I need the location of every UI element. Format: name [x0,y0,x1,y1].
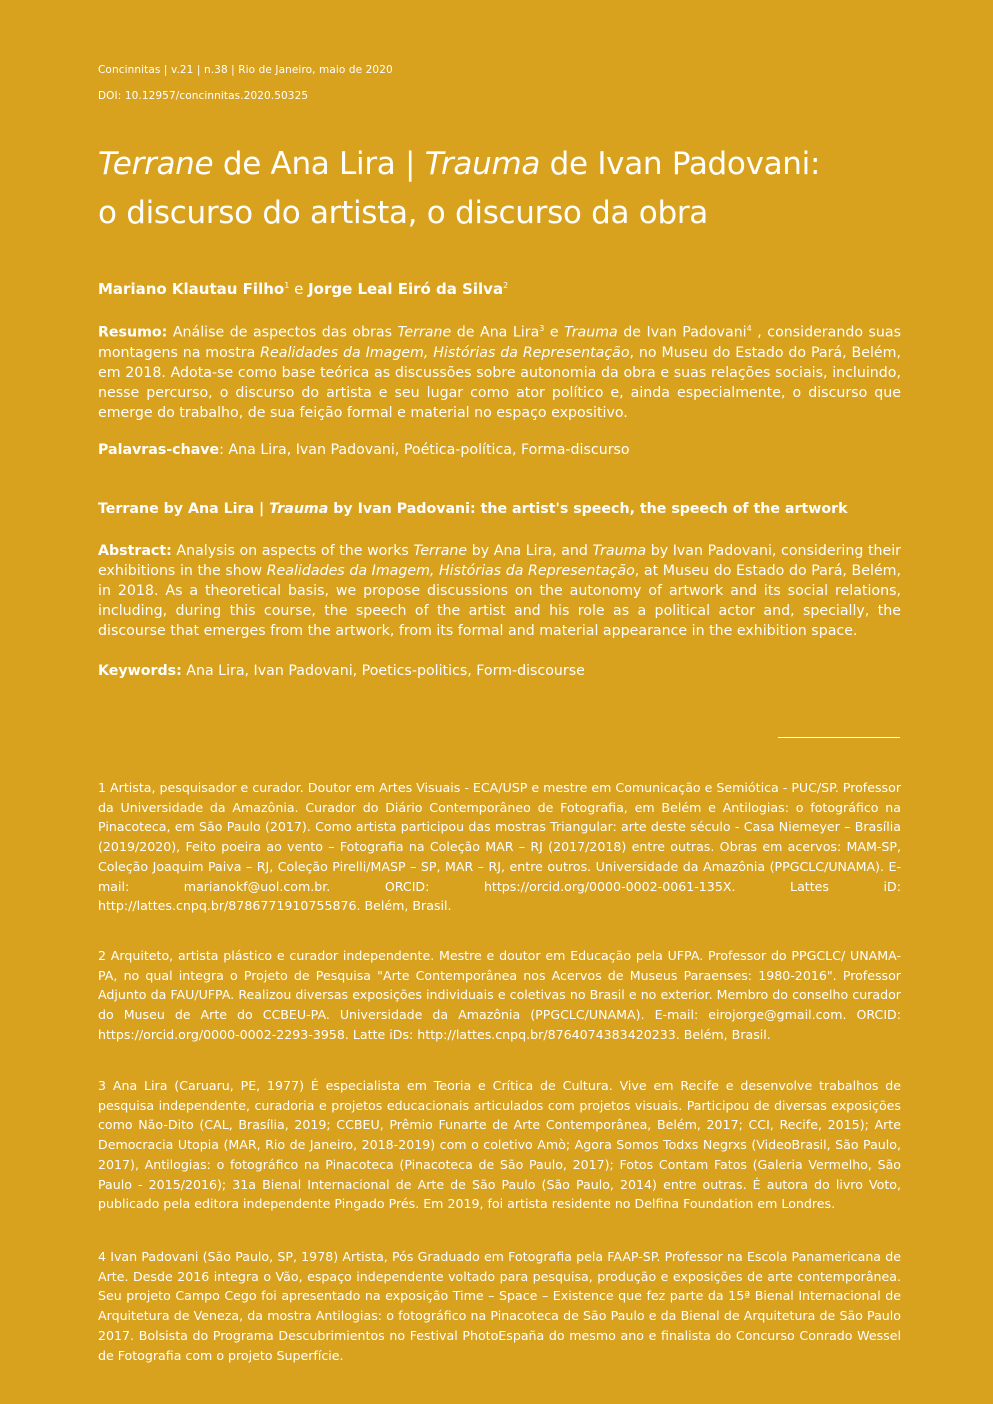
authors [98,280,508,298]
abstract-paragraph [98,541,901,641]
palavras-chave [98,440,901,460]
author-1: Mariano Klautau Filho [98,280,285,298]
author-2-ref[interactable]: 2 [503,281,509,290]
author-1-ref[interactable]: 1 [284,281,290,290]
title-italic-trauma: Trauma [424,146,541,182]
resumo-text: , no Museu do Estado do Pará, Belém, em 2018. Adota-se como base teórica as discussões sobre autonomia da obra e suas relações sociais, incluindo, nesse percurso, o discurso do artista e seu lugar como ator político e, ainda especialmente, o discurso que emerge do trabalho, de sua feição formal e material no espaço expositivo. [98,344,901,421]
title-segment-2: de Ana Lira | [213,146,425,182]
english-title-part: Terrane by Ana Lira | [98,501,270,517]
palavras-text: : Ana Lira, Ivan Padovani, Poética-política, Forma-discurso [219,442,630,458]
author-2: Jorge Leal Eiró da Silva [308,280,504,298]
article-title [98,140,918,238]
resumo-italic: Terrane [397,324,452,341]
english-title [98,501,848,517]
resumo-label: Resumo: [98,324,168,341]
footnote-ref-3[interactable]: 3 [539,324,545,333]
abstract-text: by Ana Lira, and [467,543,593,559]
doi-line: DOI: 10.12957/concinnitas.2020.50325 [98,90,309,102]
abstract-italic: Trauma [592,543,647,559]
footnote-2: 2 Arquiteto, artista plástico e curador independente. Mestre e doutor em Educação pela UFPA. Professor do PPGCLC/ UNAMA-PA, no qual integra o Projeto de Pesquisa "Arte Contemporânea nos Acervos de Museus Paraenses: 1980-2016". Professor Adjunto da FAU/UFPA. Realizou diversas exposições individuais e coletivas no Brasil e no exterior. Membro do conselho curador do Museu de Arte do CCBEU-PA. Universidade da Amazônia (PPGCLC/UNAMA). E-mail: eirojorge@gmail.com. ORCID: https://orcid.org/0000-0002-2293-3958. Latte iDs: http://lattes.cnpq.br/8764074383420233. Belém, Brasil. [98,948,901,1042]
title-segment-4: de Ivan Padovani: [540,146,821,182]
abstract-text: by Ivan Padovani, considering their exhibitions in the show [98,543,901,579]
resumo-italic: Trauma [564,324,618,341]
footnote-ref-4[interactable]: 4 [746,324,752,333]
resumo-text: Análise de aspectos das obras [167,324,398,341]
title-line-2: o discurso do artista, o discurso da obra [98,195,708,231]
abstract-label: Abstract: [98,543,172,559]
english-title-italic: Trauma [269,501,329,517]
resumo-italic: Realidades da Imagem, Histórias da Representação [260,344,630,361]
palavras-label: Palavras-chave [98,442,220,458]
resumo-text: e [544,324,565,341]
abstract-text: Analysis on aspects of the works [171,543,414,559]
footnote-1: 1 Artista, pesquisador e curador. Doutor em Artes Visuais - ECA/USP e mestre em Comunicação e Semiótica - PUC/SP. Professor da Universidade da Amazônia. Curador do Diário Contemporâneo de Fotografia, em Belém e Antilogias: o fotográfico na Pinacoteca, em São Paulo (2017). Como artista participou das mostras Triangular: arte deste século - Casa Niemeyer – Brasília (2019/2020), Feito poeira ao vento – Fotografia na Coleção MAR – RJ (2017/2018) entre outras. Obras em acervos: MAM-SP, Coleção Joaquim Paiva – RJ, Coleção Pirelli/MASP – SP, MAR – RJ, entre outros. Universidade da Amazônia (PPGCLC/UNAMA). E-mail: marianokf@uol.com.br. ORCID: https://orcid.org/0000-0002-0061-135X. Lattes iD: http://lattes.cnpq.br/8786771910755876. Belém, Brasil. [98,780,901,914]
keywords-text: Ana Lira, Ivan Padovani, Poetics-politics, Form-discourse [181,663,585,679]
title-italic-terrane: Terrane [98,146,214,182]
english-title-part: by Ivan Padovani: the artist's speech, the speech of the artwork [328,501,848,517]
resumo-paragraph [98,319,901,423]
author-joiner: e [289,280,309,298]
keywords [98,661,901,681]
abstract-italic: Terrane [413,543,468,559]
resumo-text: de Ivan Padovani [617,324,747,341]
abstract-text: , at Museu do Estado do Pará, Belém, in 2018. As a theoretical basis, we propose discussions on the autonomy of artwork and its social relations, including, during this course, the speech of the artist and his role as a political actor and, specially, the discourse that emerges from the artwork, from its formal and material appearance in the exhibition space. [98,563,901,639]
resumo-text: , considerando suas montagens na mostra [98,324,901,361]
resumo-text: de Ana Lira [451,324,540,341]
footnote-divider [778,737,900,738]
keywords-label: Keywords: [98,663,182,679]
abstract-italic: Realidades da Imagem, Histórias da Representação [266,563,635,579]
journal-line: Concinnitas | v.21 | n.38 | Rio de Janeiro, maio de 2020 [98,64,393,76]
footnote-3: 3 Ana Lira (Caruaru, PE, 1977) É especialista em Teoria e Crítica de Cultura. Vive em Recife e desenvolve trabalhos de pesquisa independente, curadoria e projetos educacionais articulados com projetos visuais. Participou de diversas exposições como Não-Dito (CAL, Brasília, 2019; CCBEU, Prêmio Funarte de Arte Contemporânea, Belém, 2017; CCI, Recife, 2015); Arte Democracia Utopia (MAR, Rio de Janeiro, 2018-2019) com o coletivo Amò; Agora Somos Todxs Negrxs (VideoBrasil, São Paulo, 2017), Antilogias: o fotográfico na Pinacoteca (Pinacoteca de São Paulo, 2017); Fotos Contam Fatos (Galeria Vermelho, São Paulo - 2015/2016); 31a Bienal Internacional de Arte de São Paulo (São Paulo, 2014) entre outras. É autora do livro Voto, publicado pela editora independente Pingado Prés. Em 2019, foi artista residente no Delfina Foundation em Londres. [98,1078,901,1212]
footnote-4: 4 Ivan Padovani (São Paulo, SP, 1978) Artista, Pós Graduado em Fotografia pela FAAP-SP. Professor na Escola Panamericana de Arte. Desde 2016 integra o Vão, espaço independente voltado para pesquisa, produção e exposições de arte contemporânea. Seu projeto Campo Cego foi apresentado na exposição Time – Space – Existence que fez parte da 15ª Bienal Internacional de Arquitetura de Veneza, da mostra Antilogias: o fotográfico na Pinacoteca de São Paulo e da Bienal de Arquitetura de São Paulo 2017. Bolsista do Programa Descubrimientos no Festival PhotoEspaña do mesmo ano e finalista do Concurso Conrado Wessel de Fotografia com o projeto Superfície. [98,1249,901,1363]
